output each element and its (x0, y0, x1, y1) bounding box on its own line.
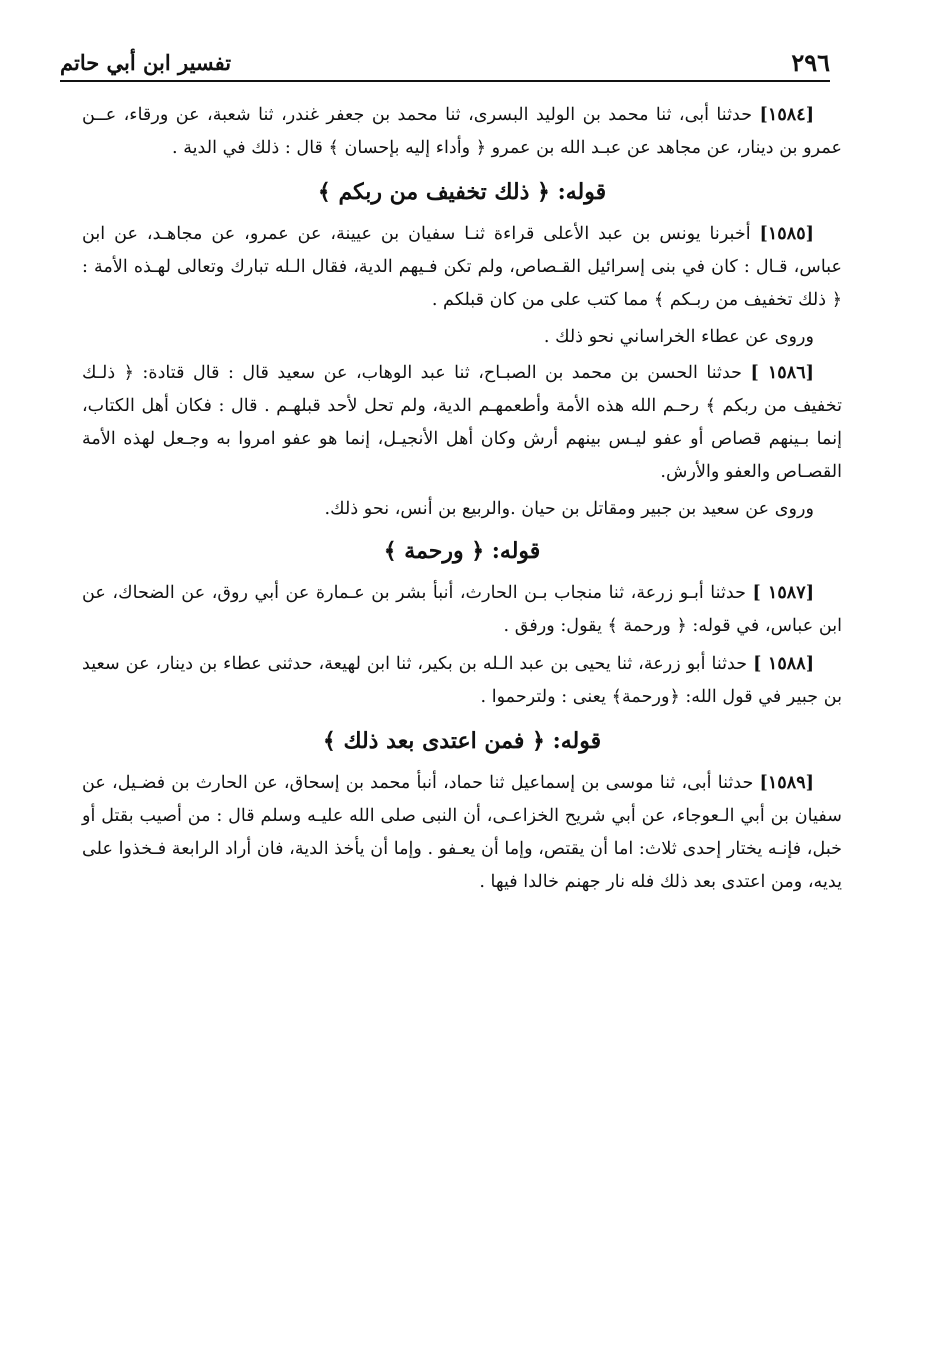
hadith-number: [١٥٨٧ ] (752, 582, 815, 603)
hadith-number: [١٥٨٥] (759, 223, 814, 244)
running-title: تفسير ابن أبي حاتم (60, 49, 232, 75)
section-heading: قوله: ﴿ ذلك تخفيف من ربكم ﴾ (317, 179, 607, 205)
hadith-text: حدثنا أبـو زرعة، ثنا منجاب بـن الحارث، أنبأ بشر بن عـمارة عن أبي روق، عن الضحاك، عن ابن عباس، في قوله: ﴿ ورحمة ﴾ يقول: ورفق . (82, 583, 842, 636)
hadith-number: [١٥٨٤] (759, 104, 815, 125)
narration-note (82, 321, 842, 354)
hadith-1589 (82, 766, 842, 899)
section-heading: قوله: ﴿ ورحمة ﴾ (383, 538, 541, 564)
hadith-text: أخبرنا يونس بن عبد الأعلى قراءة ثنـا سفيان بن عيينة، عن عمرو، عن مجاهـد، عن ابن عباس، قـال : كان في بنى إسرائيل القـصاص، ولم تكن فـيهم الدية، فقال الـله تبارك وتعالى لهـذه الأمة : ﴿ ذلك تخفيف من ربـكم ﴾ مما كتب على من كان قبلكم . (82, 224, 842, 310)
page-header (60, 42, 830, 82)
page-body (82, 98, 842, 903)
narration-text: وروى عن عطاء الخراساني نحو ذلك . (543, 327, 814, 347)
narration-note (82, 493, 842, 526)
hadith-number: [١٥٨٩] (759, 772, 814, 793)
hadith-1587 (82, 576, 842, 643)
hadith-1586 (82, 356, 842, 489)
header-rule (60, 80, 830, 82)
narration-text: وروى عن سعيد بن جبير ومقاتل بن حيان .والربيع بن أنس، نحو ذلك. (324, 499, 814, 519)
hadith-text: حدثنا أبى، ثنا محمد بن الوليد البسرى، ثنا محمد بن جعفر غندر، ثنا شعبة، عن ورقاء، عــن عمرو بن دينار، عن مجاهد عن عبـد الله بن عمرو ﴿ وأداء إليه بإحسان ﴾ قال : ذلك في الدية . (82, 105, 842, 158)
hadith-number: [١٥٨٦ ] (750, 362, 814, 383)
hadith-number: [١٥٨٨ ] (753, 653, 815, 674)
hadith-text: حدثنا الحسن بن محمد بن الصبـاح، ثنا عبد الوهاب، عن سعيد قال : قال قتادة: ﴿ ذلـك تخفيف من ربكم ﴾ رحـم الله هذه الأمة وأطعمهـم الدية، ولم تحل لأحد قبلهـم . قال : فكان أهل الكتاب، إنما بـينهم قصاص أو عفو ليـس بينهم أرش وكان أهل الأنجيـل، إنما هو عفو امروا به وجـعل لهذه الأمة القصـاص والعفو والأرش. (82, 363, 842, 482)
hadith-text: حدثنا أبو زرعة، ثنا يحيى بن عبد الـله بن بكير، ثنا ابن لهيعة، حدثنى عطاء بن دينار، عن سعيد بن جبير في قول الله: ﴿ورحمة﴾ يعنى : ولترحموا . (82, 654, 842, 707)
hadith-text: حدثنا أبى، ثنا موسى بن إسماعيل ثنا حماد، أنبأ محمد بن إسحاق، عن الحارث بن فضـيل، عن سفيان بن أبي الـعوجاء، عن أبي شريح الخزاعـى، أن النبى صلى الله عليـه وسلم قال : من أصيب بقتل أو خبل، فإنـه يختار إحدى ثلاث: اما أن يقتص، وإما أن يعـفو . وإما أن يأخذ الدية، فان أراد الرابعة فـخذوا على يديه، ومن اعتدى بعد ذلك فله نار جهنم خالدا فيها . (82, 773, 842, 892)
hadith-1585 (82, 217, 842, 317)
hadith-1588 (82, 647, 842, 714)
hadith-1584 (82, 98, 842, 165)
page-number: ٢٩٦ (791, 47, 830, 77)
section-heading: قوله: ﴿ فمن اعتدى بعد ذلك ﴾ (322, 728, 602, 754)
